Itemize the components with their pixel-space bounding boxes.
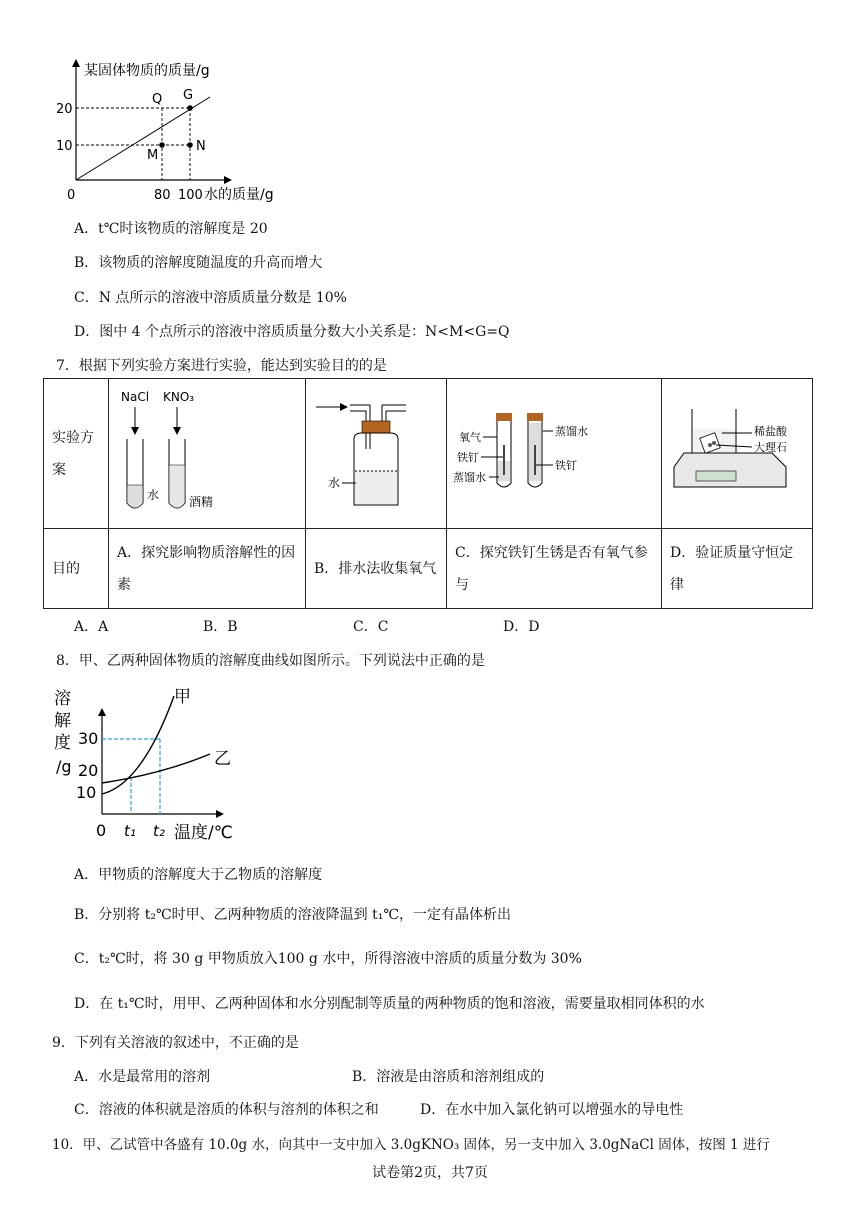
- purpose-b: B．排水法收集氧气: [314, 560, 437, 577]
- purpose-a: A．探究影响物质溶解性的因素: [117, 544, 296, 593]
- nail-left-label: 铁钉: [457, 451, 479, 464]
- diagram-a-cell: [109, 379, 306, 529]
- q8-option-d: D．在 t₁℃时，用甲、乙两种固体和水分别配制等质量的两种物质的饱和溶液，需要量取相同体积的水: [74, 996, 705, 1012]
- curve-jia: [102, 696, 174, 794]
- ytick-10: 10: [76, 783, 97, 802]
- purpose-a-cell: [109, 529, 306, 609]
- graph1-origin: 0: [67, 188, 76, 203]
- marble-label: 大理石: [754, 441, 787, 454]
- xtick-t1: t₁: [124, 822, 136, 840]
- row2-header: 目的: [52, 560, 80, 577]
- diagram-c-cell: [447, 379, 662, 529]
- purpose-c: C．探究铁钉生锈是否有氧气参与: [455, 544, 648, 593]
- q10-stem: 10．甲、乙试管中各盛有 10.0g 水，向其中一支中加入 3.0gKNO₃ 固体，另一支中加入 3.0gNaCl 固体，按图 1 进行: [52, 1137, 770, 1153]
- water-right-label: 蒸馏水: [555, 425, 588, 438]
- point-m: [159, 142, 165, 148]
- purpose-c-cell: [447, 529, 662, 609]
- row1-header-cell: [44, 379, 109, 529]
- salt2-label: KNO₃: [163, 390, 195, 404]
- q7-answer-b: B．B: [203, 619, 238, 635]
- q6-option-a: A．t℃时该物质的溶解度是 20: [74, 221, 268, 237]
- xtick-t2: t₂: [153, 822, 165, 840]
- chart-xlabel: 温度/℃: [174, 823, 233, 843]
- diagram-a-dissolving: [109, 379, 305, 524]
- xtick-80: 80: [154, 188, 171, 203]
- point-n: [187, 142, 193, 148]
- ylabel-char-1: 溶: [54, 689, 71, 709]
- salt1-label: NaCl: [121, 390, 150, 404]
- xtick-100: 100: [178, 188, 203, 203]
- series-yi-label: 乙: [214, 749, 231, 769]
- q6-option-d: D．图中 4 个点所示的溶液中溶质质量分数大小关系是：N<M<G=Q: [74, 324, 510, 340]
- q9-stem: 9．下列有关溶液的叙述中，不正确的是: [52, 1035, 299, 1051]
- q8-stem: 8．甲、乙两种固体物质的溶解度曲线如图所示。下列说法中正确的是: [56, 653, 485, 669]
- diagram-c-rusting: [447, 379, 661, 524]
- graph1-ylabel: 某固体物质的质量/g: [84, 63, 210, 79]
- q8-option-c: C．t₂℃时，将 30 g 甲物质放入100 g 水中，所得溶液中溶质的质量分数为 30%: [74, 951, 582, 967]
- curve-yi: [102, 754, 210, 783]
- ylabel-char-4: /g: [56, 757, 72, 776]
- q8-option-a: A．甲物质的溶解度大于乙物质的溶解度: [74, 867, 323, 883]
- q8-option-b: B．分别将 t₂℃时甲、乙两种物质的溶液降温到 t₁℃，一定有晶体析出: [74, 907, 511, 923]
- ytick-10: 10: [56, 139, 73, 154]
- ytick-20: 20: [56, 102, 73, 117]
- series-jia-label: 甲: [174, 687, 191, 707]
- label-q: Q: [152, 92, 163, 107]
- liquid2-label: 酒精: [189, 495, 214, 509]
- q9-option-b: B．溶液是由溶质和溶剂组成的: [352, 1069, 545, 1085]
- purpose-b-cell: [306, 529, 447, 609]
- diagram-b-gas-collection: [306, 379, 446, 524]
- q6-option-b: B．该物质的溶解度随温度的升高而增大: [74, 255, 323, 271]
- label-m: M: [147, 148, 159, 163]
- row1-header: 实验方案: [52, 429, 94, 478]
- page-footer: 试卷第2页，共7页: [372, 1165, 488, 1181]
- solubility-chart: [50, 682, 260, 844]
- liquid1-label: 水: [147, 488, 160, 502]
- ytick-20: 20: [78, 761, 99, 780]
- point-g: [187, 105, 193, 111]
- diagram-b-cell: [306, 379, 447, 529]
- water-label: 水: [328, 476, 341, 490]
- graph1-xlabel: 水的质量/g: [204, 187, 274, 203]
- q9-option-a: A．水是最常用的溶剂: [74, 1069, 211, 1085]
- purpose-d-cell: [662, 529, 813, 609]
- nail-right-label: 铁钉: [555, 459, 577, 472]
- diagram-d-balance: [662, 379, 812, 524]
- q7-answer-d: D．D: [503, 619, 540, 635]
- label-g: G: [183, 88, 194, 103]
- diagram-d-cell: [662, 379, 813, 529]
- q6-option-c: C．N 点所示的溶液中溶质质量分数是 10%: [74, 290, 347, 306]
- oxygen-label: 氧气: [459, 431, 481, 444]
- q7-stem: 7．根据下列实验方案进行实验，能达到实验目的的是: [56, 358, 387, 374]
- chart-origin: 0: [96, 821, 107, 840]
- purpose-d: D．验证质量守恒定律: [670, 544, 794, 593]
- acid-label: 稀盐酸: [754, 425, 787, 438]
- label-n: N: [196, 139, 206, 154]
- mass-graph: [50, 55, 290, 205]
- ytick-30: 30: [78, 729, 99, 748]
- ylabel-char-3: 度: [54, 733, 71, 753]
- q9-option-d: D．在水中加入氯化钠可以增强水的导电性: [420, 1102, 684, 1118]
- q9-option-c: C．溶液的体积就是溶质的体积与溶剂的体积之和: [74, 1102, 379, 1118]
- water-left-label: 蒸馏水: [453, 471, 486, 484]
- q7-answer-c: C．C: [353, 619, 389, 635]
- ylabel-char-2: 解: [54, 711, 71, 731]
- experiment-table: [43, 378, 813, 609]
- row2-header-cell: [44, 529, 109, 609]
- q7-answer-a: A．A: [74, 619, 109, 635]
